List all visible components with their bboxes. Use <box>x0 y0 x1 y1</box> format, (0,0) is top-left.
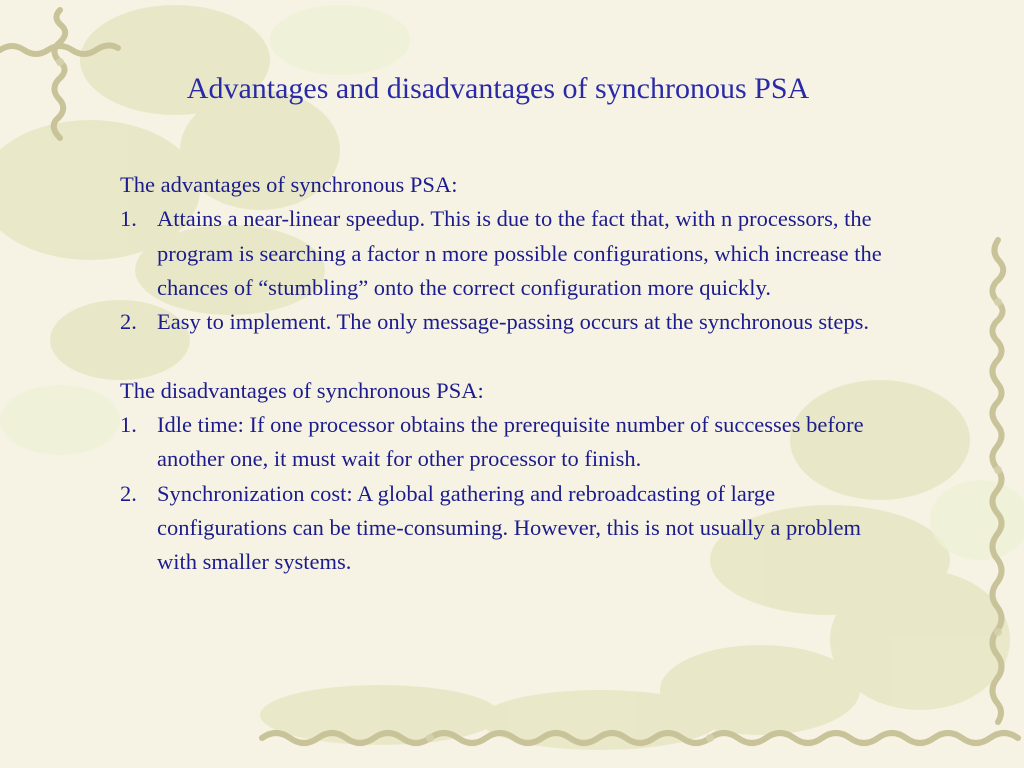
disadvantages-heading: The disadvantages of synchronous PSA: <box>120 377 484 403</box>
disadvantage-item-2 <box>120 477 900 580</box>
item-number: 2. <box>120 309 137 335</box>
item-number: 1. <box>120 412 137 438</box>
advantages-heading: The advantages of synchronous PSA: <box>120 172 458 197</box>
item-text: Easy to implement. The only message-passing occurs at the synchronous steps. <box>157 309 869 335</box>
advantage-item-1 <box>120 202 900 305</box>
slide-title: Advantages and disadvantages of synchronous PSA <box>186 72 810 105</box>
section-spacer <box>120 339 900 373</box>
item-text: Synchronization cost: A global gathering and rebroadcasting of large configurations can be time-consuming. However, this is not usually a problem with smaller systems. <box>157 480 861 575</box>
slide-body <box>120 168 900 580</box>
advantages-section <box>120 168 900 339</box>
advantage-item-2 <box>120 305 900 339</box>
disadvantage-item-1 <box>120 408 900 477</box>
item-text: Attains a near-linear speedup. This is due to the fact that, with n processors, the program is searching a factor n more possible configurations, which increase the chances of “stumbling” onto the correct configuration more quickly. <box>157 206 882 300</box>
item-number: 1. <box>120 206 137 232</box>
item-number: 2. <box>120 480 137 506</box>
item-text: Idle time: If one processor obtains the prerequisite number of successes before another one, it must wait for other processor to finish. <box>157 412 864 472</box>
disadvantages-section <box>120 374 900 580</box>
